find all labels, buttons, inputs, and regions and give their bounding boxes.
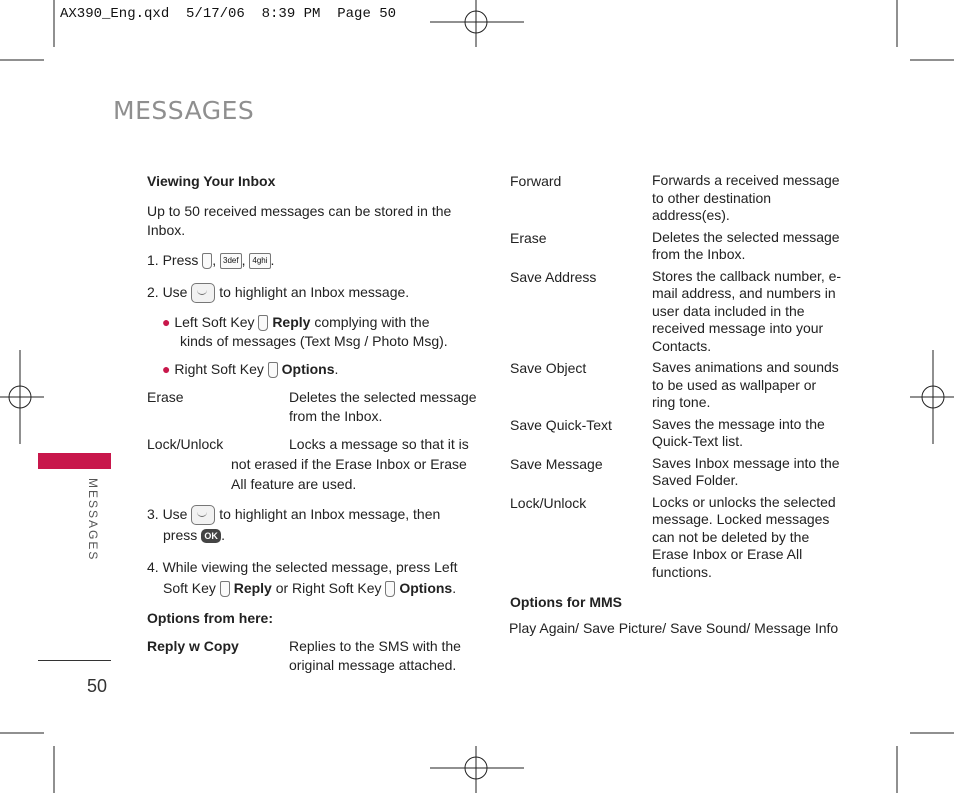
def-line: Saves animations and sounds [652,359,839,375]
def-line: Erase Inbox or Erase All [652,546,803,562]
def-line: Locks or unlocks the selected [652,493,836,510]
step-4-soft-key: Soft Key [163,580,216,596]
bullet-2-prefix: Right Soft Key [174,361,264,377]
def-line: can not be deleted by the [652,528,810,545]
def-line: Saves Inbox message into the [652,454,840,471]
def-line: Contacts. [652,337,712,354]
erase-def-2: from the Inbox. [289,408,383,424]
bullet-1 [162,313,430,331]
def-line: Saved Folder. [652,472,739,488]
option-save-address [510,268,850,356]
option-def [652,455,840,490]
def-line: Deletes the selected message [652,228,840,245]
intro-line-1: Up to 50 received messages can be stored in the [147,203,452,219]
step-4-options: Options [399,580,453,596]
section-heading: Viewing Your Inbox [147,173,276,189]
options-heading: Options from here: [147,610,274,626]
option-save-quick-text [510,416,850,451]
mms-options: Play Again/ Save Picture/ Save Sound/ Message Info [509,620,839,636]
def-line: Stores the callback number, e- [652,267,842,284]
page-title: MESSAGES [113,96,255,125]
option-def [652,494,836,582]
option-term: Save Quick-Text [510,416,612,433]
right-soft-key-icon [268,362,278,378]
option-term: Save Object [510,360,587,376]
step-3-press: press [163,527,198,543]
right-soft-key-icon [385,581,395,597]
option-forward [510,172,850,225]
lock-term: Lock/Unlock [147,436,224,452]
bullet-2-bold: Options [281,361,335,377]
reply-term: Reply w Copy [147,638,239,654]
def-line: message. Locked messages [652,511,830,527]
bullet-1-prefix: Left Soft Key [174,314,255,330]
option-def [652,229,840,264]
lock-def-3: All feature are used. [231,476,357,492]
step-3-prefix: 3. Use [147,506,188,522]
def-line: ring tone. [652,394,711,410]
key-4-icon: 4ghi [249,253,270,269]
mms-heading: Options for MMS [510,594,622,610]
option-term: Erase [510,229,547,246]
intro-line-2: Inbox. [147,222,186,238]
option-erase [510,229,850,264]
print-slug: AX390_Eng.qxd 5/17/06 8:39 PM Page 50 [60,6,397,22]
left-soft-key-icon [258,315,268,331]
nav-key-icon [191,505,215,525]
section-tab-label: MESSAGES [86,478,100,562]
erase-def-1: Deletes the selected message [289,389,477,405]
step-3-line-2: press OK . [163,527,226,543]
lock-def-1: Locks a message so that it is [289,436,469,452]
def-line: Quick-Text list. [652,433,744,449]
step-4-line-1: 4. While viewing the selected message, press Left [147,559,458,575]
def-line: Forwards a received message [652,172,840,188]
step-3 [147,505,440,525]
option-def [652,268,841,356]
step-2-prefix: 2. Use [147,284,188,300]
bullet-icon: ● [162,361,171,377]
step-2 [147,283,409,303]
bullet-1-line-2: kinds of messages (Text Msg / Photo Msg). [180,333,448,349]
reply-def-2: original message attached. [289,657,457,673]
step-1-text: 1. Press [147,252,199,268]
def-line: address(es). [652,207,730,223]
def-line: to be used as wallpaper or [652,376,817,393]
key-3-icon: 3def [220,253,242,269]
option-def [652,416,825,451]
bullet-icon: ● [162,314,171,330]
def-line: from the Inbox. [652,246,746,262]
options-list [510,172,850,585]
nav-key-icon [191,283,215,303]
option-def [652,359,839,412]
left-soft-key-icon [220,581,230,597]
erase-term: Erase [147,389,184,405]
step-1: 1. Press , 3def , 4ghi . [147,252,275,268]
bullet-1-suffix: complying with the [314,314,430,330]
def-line: user data included in the [652,302,805,319]
step-2-suffix: to highlight an Inbox message. [219,284,410,300]
option-def [652,172,840,225]
option-term: Save Address [510,268,597,285]
option-term: Save Message [510,455,603,472]
lock-def-2: not erased if the Erase Inbox or Erase [231,456,467,472]
def-line: mail address, and numbers in [652,285,836,301]
section-tab-bar [38,453,111,469]
step-4-line-2: Soft Key Reply or Right Soft Key Options. [163,580,457,596]
def-line: received message into your [652,320,824,336]
def-line: Saves the message into the [652,415,825,432]
option-term: Forward [510,173,562,189]
bullet-2: ● Right Soft Key Options. [162,361,339,377]
step-4-or: or Right Soft Key [275,580,382,596]
def-line: to other destination [652,189,772,206]
reply-def-1: Replies to the SMS with the [289,638,461,654]
ok-key-icon: OK [201,529,221,543]
step-3-suffix: to highlight an Inbox message, then [219,506,441,522]
option-lock-unlock [510,494,850,582]
option-term: Lock/Unlock [510,494,587,511]
left-soft-key-icon [202,253,212,269]
page-number: 50 [87,676,108,696]
bullet-1-bold: Reply [272,314,311,330]
step-4-reply: Reply [233,580,272,596]
option-save-message [510,455,850,490]
option-save-object [510,359,850,412]
footer-rule [38,660,111,661]
def-line: functions. [652,563,712,580]
